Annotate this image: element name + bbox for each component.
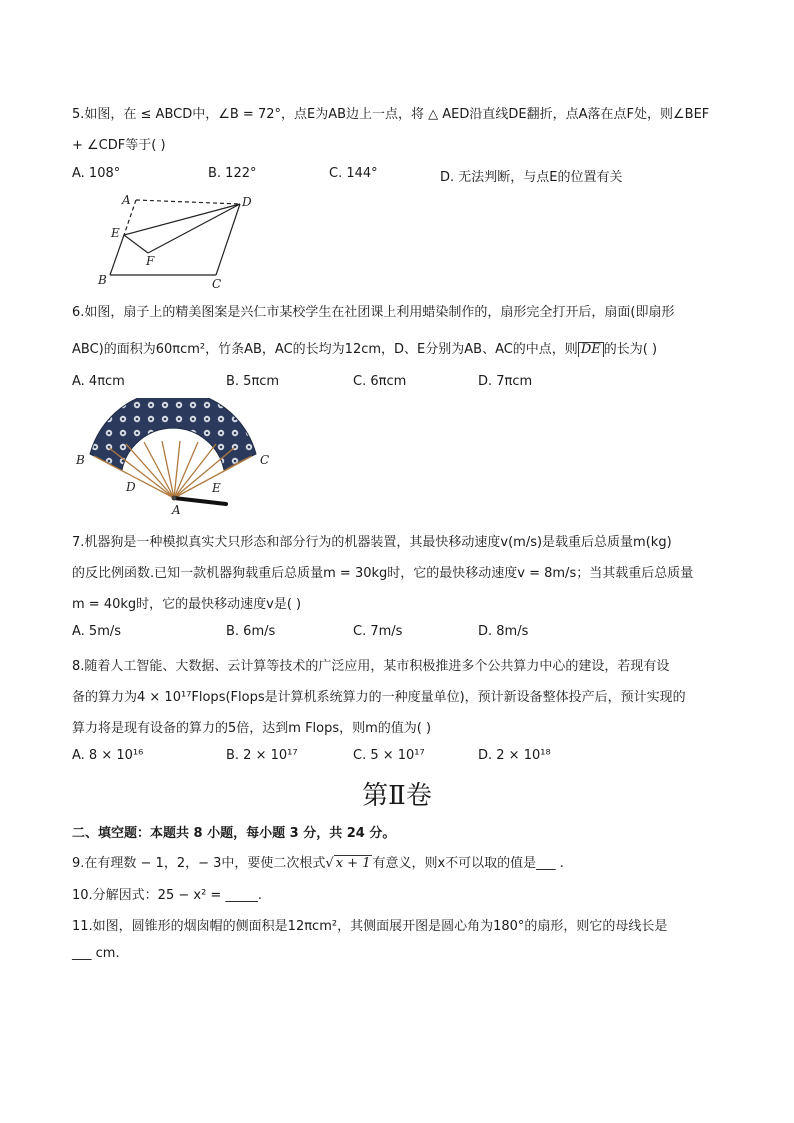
q5-options xyxy=(72,166,732,186)
q5-option-d: D. 无法判断，与点E的位置有关 xyxy=(440,170,623,185)
label-a: A xyxy=(172,503,181,516)
q7-stem-line3: m = 40kg时，它的最快移动速度v是( ) xyxy=(72,597,302,612)
q8-option-a: A. 8 × 10¹⁶ xyxy=(72,748,144,763)
q10-stem: 10.分解因式：25 − x² = _____. xyxy=(72,888,263,903)
q6-option-a: A. 4πcm xyxy=(72,374,125,389)
label-c: C xyxy=(212,277,222,290)
q5-option-c: C. 144° xyxy=(329,166,378,181)
q8-option-b: B. 2 × 10¹⁷ xyxy=(226,748,298,763)
q6-option-d: D. 7πcm xyxy=(478,374,533,389)
q9-text-b: 有意义，则x不可以取的值是___ . xyxy=(372,856,564,871)
q7-stem-line2: 的反比例函数.已知一款机器狗载重后总质量m = 30kg时，它的最快移动速度v = 8m/s；当其载重后总质量 xyxy=(72,566,694,581)
q8-option-d: D. 2 × 10¹⁸ xyxy=(478,748,551,763)
q5-option-a: A. 108° xyxy=(72,166,121,181)
q6-stem-line2-a: ABC)的面积为60πcm²，竹条AB，AC的长均为12cm，D、E分别为AB、AC的中点，则 xyxy=(72,342,578,357)
q9-stem xyxy=(72,852,564,871)
q6-stem-line1: 6.如图，扇子上的精美图案是兴仁市某校学生在社团课上利用蜡染制作的，扇形完全打开后，扇面(即扇形 xyxy=(72,305,675,320)
sqrt-icon: √ xyxy=(325,856,334,871)
q8-stem-line1: 8.随着人工智能、大数据、云计算等技术的广泛应用，某市积极推进多个公共算力中心的建设，若现有设 xyxy=(72,659,670,674)
q7-option-a: A. 5m/s xyxy=(72,624,122,639)
label-f: F xyxy=(146,254,155,268)
q8-stem-line3: 算力将是现有设备的算力的5倍，达到m Flops，则m的值为( ) xyxy=(72,721,432,736)
q7-option-d: D. 8m/s xyxy=(478,624,529,639)
label-c: C xyxy=(260,453,270,467)
q8-option-c: C. 5 × 10¹⁷ xyxy=(353,748,425,763)
q6-option-c: C. 6πcm xyxy=(353,374,407,389)
q7-option-c: C. 7m/s xyxy=(353,624,403,639)
q11-stem-line2: ___ cm. xyxy=(72,946,120,961)
q6-fan-figure xyxy=(74,398,274,516)
label-d: D xyxy=(242,195,252,209)
q7-stem-line1: 7.机器狗是一种模拟真实犬只形态和部分行为的机器装置，其最快移动速度v(m/s)是载重后总质量m(kg) xyxy=(72,535,672,550)
label-e: E xyxy=(212,481,221,495)
q6-arc-de: DE xyxy=(578,342,604,357)
q8-options xyxy=(72,748,732,768)
q5-stem-line2: + ∠CDF等于( ) xyxy=(72,138,166,153)
label-b: B xyxy=(98,273,107,287)
q6-option-b: B. 5πcm xyxy=(226,374,280,389)
q6-options xyxy=(72,374,732,394)
label-a: A xyxy=(122,193,131,207)
q11-stem-line1: 11.如图，圆锥形的烟囱帽的侧面积是12πcm²，其侧面展开图是圆心角为180°的扇形，则它的母线长是 xyxy=(72,919,668,934)
q5-stem-line1: 5.如图，在 ≤ ABCD中，∠B = 72°，点E为AB边上一点，将 △ AED沿直线DE翻折，点A落在点F处，则∠BEF xyxy=(72,107,710,122)
label-b: B xyxy=(76,453,85,467)
q7-options xyxy=(72,624,732,644)
section2-header: 二、填空题：本题共 8 小题，每小题 3 分，共 24 分。 xyxy=(72,826,396,841)
section-title: 第Ⅱ卷 xyxy=(362,781,432,811)
q7-option-b: B. 6m/s xyxy=(226,624,276,639)
q9-radicand: x + 1 xyxy=(335,856,371,871)
q6-stem-line2 xyxy=(72,338,657,357)
q9-text-a: 9.在有理数 − 1，2，− 3中，要使二次根式 xyxy=(72,856,326,871)
q8-stem-line2: 备的算力为4 × 10¹⁷Flops(Flops是计算机系统算力的一种度量单位)，预计新设备整体投产后，预计实现的 xyxy=(72,690,686,705)
label-e: E xyxy=(111,226,120,240)
q6-stem-line2-b: 的长为( ) xyxy=(603,342,658,357)
label-d: D xyxy=(126,480,136,494)
q5-parallelogram-figure xyxy=(90,188,260,290)
q5-option-b: B. 122° xyxy=(208,166,257,181)
